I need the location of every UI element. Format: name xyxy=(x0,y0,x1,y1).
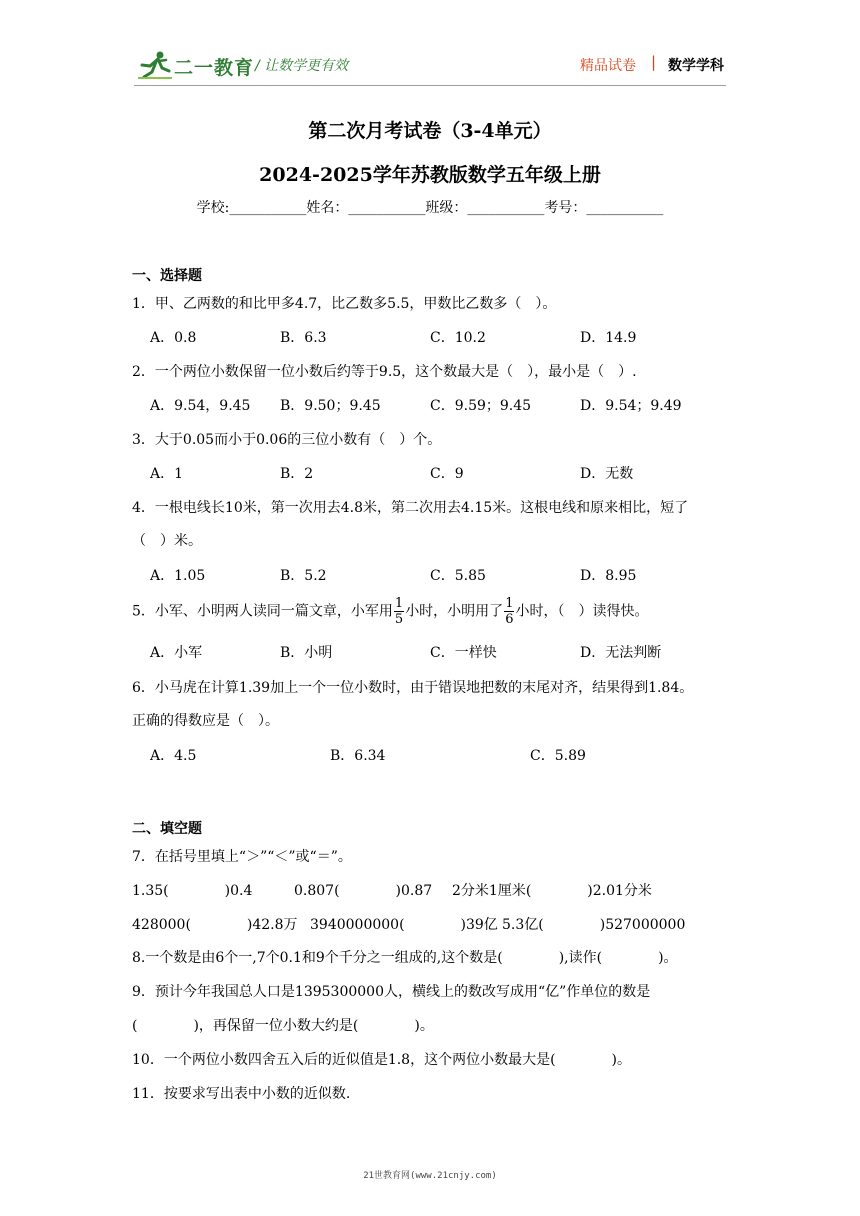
q7-item-6: 5.3亿( )527000000 xyxy=(502,917,686,933)
q3-option-b: B．2 xyxy=(280,466,314,482)
question-2-stem: 2．一个两位小数保留一位小数后约等于9.5，这个数最大是（ ），最小是（ ）. xyxy=(132,364,637,380)
q4-option-b: B．5.2 xyxy=(280,568,327,584)
q7-item-2: 0.807( )0.87 xyxy=(294,883,433,899)
q4-option-d: D．8.95 xyxy=(580,568,637,584)
page-footer: 21世教育网(www.21cnjy.com) xyxy=(363,1171,497,1181)
brand-logo-text: 二一教育 xyxy=(174,57,255,79)
section-heading-choice: 一、选择题 xyxy=(132,268,202,284)
header-label-subject: 数学学科 xyxy=(668,58,724,74)
q4-option-c: C．5.85 xyxy=(430,568,486,584)
student-info-line: 学校:___________姓名：___________班级：___________考号：___________ xyxy=(196,200,664,216)
q6-option-b: B．6.34 xyxy=(330,748,386,764)
question-4-stem-line2: （ ）米。 xyxy=(132,533,202,549)
question-10-stem: 10．一个两位小数四舍五入后的近似值是1.8，这个两位小数最大是( )。 xyxy=(132,1052,632,1068)
q1-option-a: A．0.8 xyxy=(150,330,197,346)
q7-item-5: 3940000000( )39亿 xyxy=(310,917,498,933)
q2-option-a: A．9.54，9.45 xyxy=(150,398,251,414)
q7-item-3: 2分米1厘米( )2.01分米 xyxy=(452,883,652,899)
q7-item-1: 1.35( )0.4 xyxy=(132,883,253,899)
section-heading-fill: 二、填空题 xyxy=(132,821,202,837)
q5-option-d: D．无法判断 xyxy=(580,645,662,661)
q3-option-d: D．无数 xyxy=(580,466,634,482)
question-6-stem-line2: 正确的得数应是（ ）。 xyxy=(132,713,279,729)
header-separator: | xyxy=(651,53,657,71)
question-11-stem: 11．按要求写出表中小数的近似数. xyxy=(132,1086,351,1102)
question-1-stem: 1．甲、乙两数的和比甲多4.7，比乙数多5.5，甲数比乙数多（ ）。 xyxy=(132,296,557,312)
header-label-premium: 精品试卷 xyxy=(580,58,636,74)
question-3-stem: 3．大于0.05而小于0.06的三位小数有（ ）个。 xyxy=(132,432,442,448)
q5-stem-part-b: 小时，小明用了 xyxy=(405,603,504,620)
question-5-stem xyxy=(132,596,648,627)
q3-option-a: A．1 xyxy=(150,466,184,482)
question-8-stem: 8.一个数是由6个一,7个0.1和9个千分之一组成的,这个数是( ),读作( )。 xyxy=(132,950,678,966)
question-7-stem: 7．在括号里填上“＞”“＜”或“＝”。 xyxy=(132,849,352,865)
q2-option-b: B．9.50；9.45 xyxy=(280,398,381,414)
q1-option-d: D．14.9 xyxy=(580,330,637,346)
brand-slogan: / 让数学更有效 xyxy=(255,58,349,74)
q1-option-b: B．6.3 xyxy=(280,330,327,346)
q5-option-c: C．一样快 xyxy=(430,645,497,661)
q6-option-a: A．4.5 xyxy=(150,748,197,764)
q5-stem-part-a: 5．小军、小明两人读同一篇文章，小军用 xyxy=(132,603,393,620)
runner-logo-icon xyxy=(138,50,174,80)
q3-option-c: C．9 xyxy=(430,466,464,482)
q5-stem-part-c: 小时，（ ）读得快。 xyxy=(515,603,649,620)
q2-option-c: C．9.59；9.45 xyxy=(430,398,532,414)
fraction-one-sixth: $\frac{1}{6}$ xyxy=(505,596,514,627)
q1-option-c: C．10.2 xyxy=(430,330,486,346)
q5-option-b: B．小明 xyxy=(280,645,333,661)
q6-option-c: C．5.89 xyxy=(530,748,586,764)
header-divider xyxy=(134,85,726,86)
question-9-stem-line1: 9．预计今年我国总人口是1395300000人，横线上的数改写成用“亿”作单位的数是 xyxy=(132,984,651,1000)
q7-item-4: 428000( )42.8万 xyxy=(132,917,298,933)
page-subtitle: 2024-2025学年苏教版数学五年级上册 xyxy=(259,164,601,186)
q4-option-a: A．1.05 xyxy=(150,568,206,584)
fraction-one-fifth: $\frac{1}{5}$ xyxy=(394,596,404,627)
question-9-stem-line2: ( )，再保留一位小数大约是( )。 xyxy=(132,1018,434,1034)
page-title: 第二次月考试卷（3-4单元） xyxy=(308,120,552,142)
q5-option-a: A．小军 xyxy=(150,645,203,661)
question-6-stem-line1: 6．小马虎在计算1.39加上一个一位小数时，由于错误地把数的末尾对齐，结果得到1.84。 xyxy=(132,680,694,696)
question-4-stem-line1: 4．一根电线长10米，第一次用去4.8米，第二次用去4.15米。这根电线和原来相比，短了 xyxy=(132,500,689,516)
q2-option-d: D．9.54；9.49 xyxy=(580,398,682,414)
